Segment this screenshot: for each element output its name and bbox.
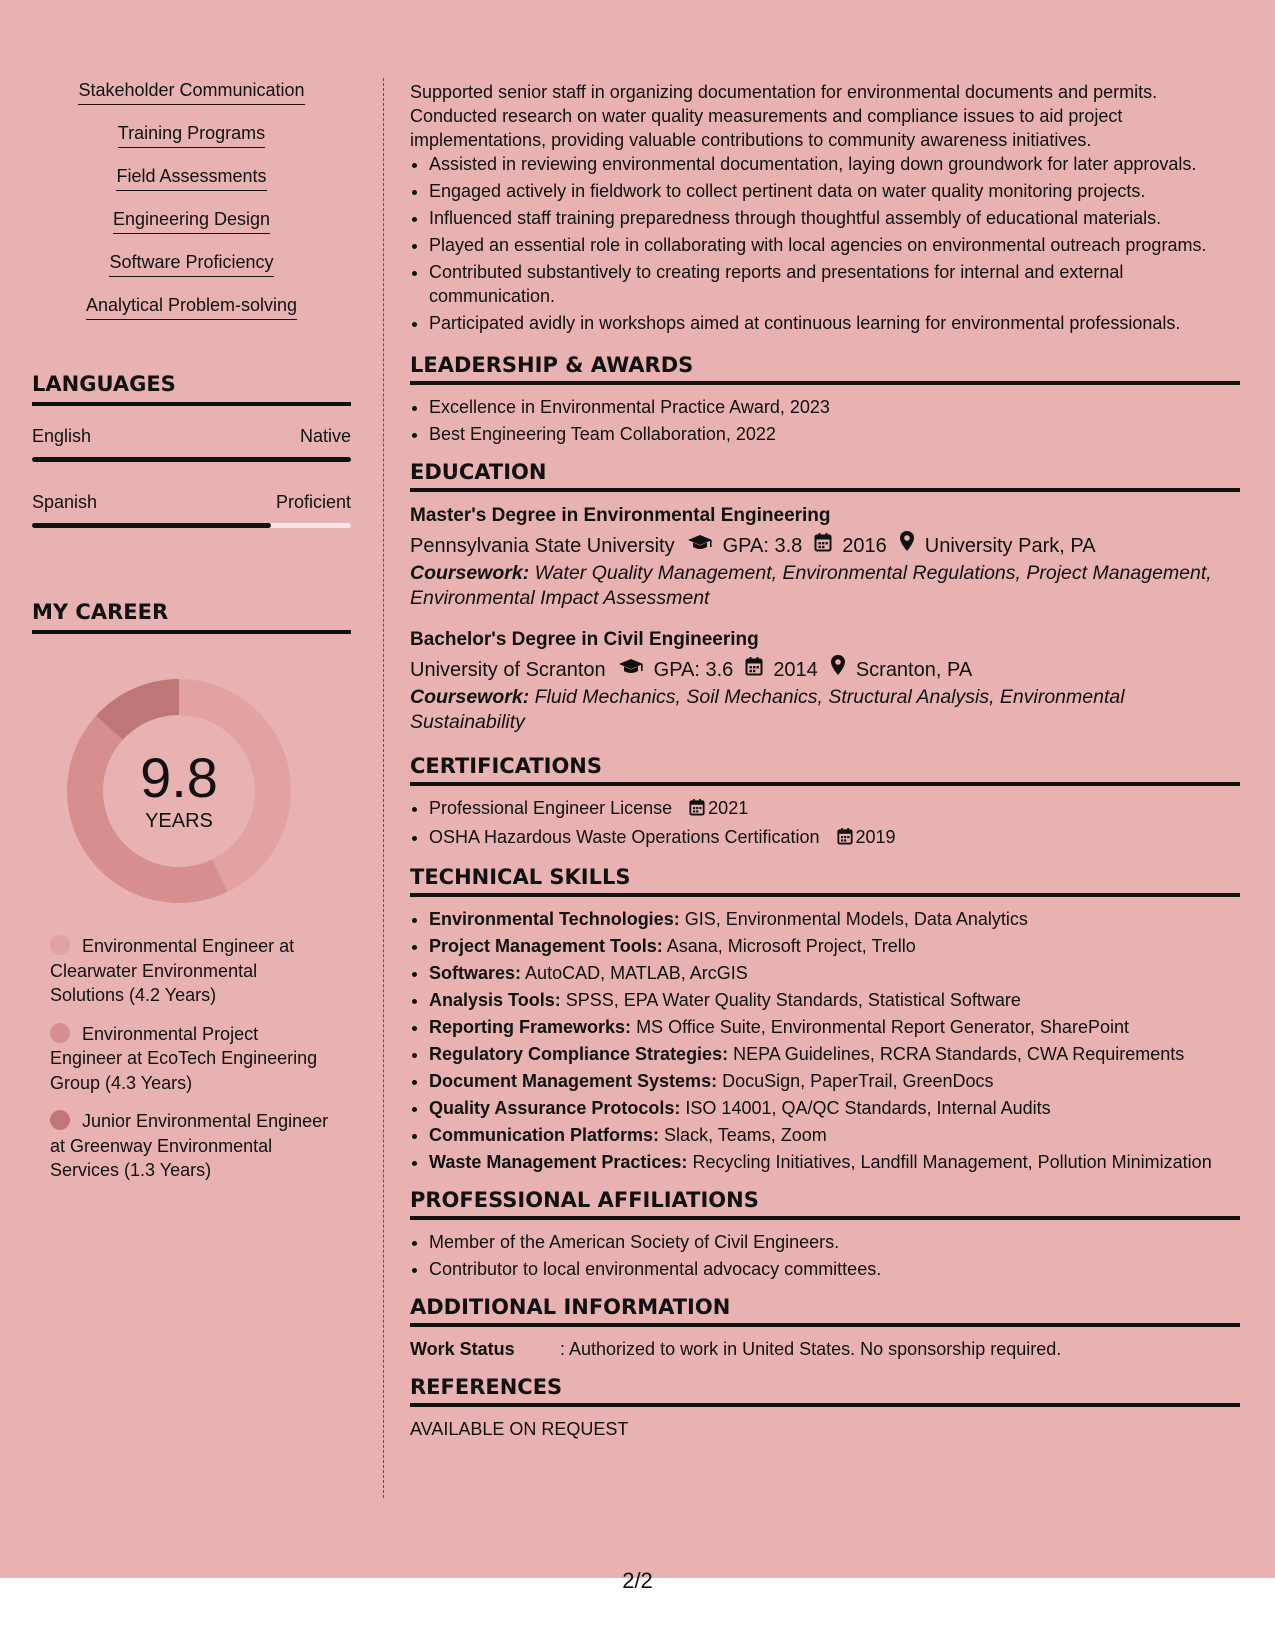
- skills-list: [32, 80, 351, 338]
- coursework: [410, 561, 1240, 610]
- skill-item: Engineering Design: [113, 209, 270, 234]
- education-heading: EDUCATION: [410, 460, 1240, 492]
- experience-bullet: • Influenced staff training preparedness through thoughtful assembly of educational materials.: [429, 206, 1240, 230]
- career-legend: [50, 934, 330, 1183]
- certification-name: OSHA Hazardous Waste Operations Certification: [429, 827, 820, 847]
- certification-year: 2019: [855, 827, 896, 847]
- location-pin-icon: [830, 654, 846, 685]
- coursework-list: Water Quality Management, Environmental Regulations, Project Management, Environmental Impact Assessment: [410, 562, 1212, 609]
- certifications-heading: CERTIFICATIONS: [410, 754, 1240, 786]
- left-column: [32, 80, 351, 1197]
- language-level: Native: [299, 426, 351, 446]
- technical-skill-item: [429, 1123, 1240, 1147]
- degree-title: Bachelor's Degree in Civil Engineering: [410, 629, 759, 650]
- technical-skill-label: Project Management Tools:: [429, 936, 663, 956]
- technical-skill-value: Slack, Teams, Zoom: [664, 1125, 827, 1145]
- affiliation-item: • Contributor to local environmental advocacy committees.: [429, 1257, 1240, 1281]
- affiliations-list: [410, 1230, 1240, 1281]
- references-heading: REFERENCES: [410, 1375, 1240, 1407]
- technical-skill-item: [429, 1150, 1240, 1174]
- school-name: University of Scranton: [410, 658, 606, 681]
- skill-item: Training Programs: [118, 123, 265, 148]
- coursework: [410, 685, 1240, 734]
- page-number: 2/2: [622, 1568, 653, 1593]
- experience-bullet: • Played an essential role in collaborating with local agencies on environmental outreach programs.: [429, 233, 1240, 257]
- technical-skill-label: Reporting Frameworks:: [429, 1017, 632, 1037]
- calendar-icon: [837, 827, 853, 851]
- career-heading: MY CAREER: [32, 600, 351, 634]
- school-name: Pennsylvania State University: [410, 534, 675, 557]
- degree-title: Master's Degree in Environmental Engineering: [410, 505, 831, 526]
- right-column: [410, 80, 1240, 1441]
- technical-skill-label: Regulatory Compliance Strategies:: [429, 1044, 729, 1064]
- language-proficiency-fill: [32, 523, 271, 528]
- calendar-icon: [814, 531, 832, 561]
- career-total: [66, 678, 292, 904]
- certification-item: [429, 796, 1240, 822]
- work-status: [410, 1337, 1240, 1361]
- certification-item: [429, 825, 1240, 851]
- technical-skill-value: GIS, Environmental Models, Data Analytics: [684, 909, 1028, 929]
- technical-skill-item: [429, 988, 1240, 1012]
- legend-dot-icon: [50, 1110, 70, 1130]
- leadership-item: • Best Engineering Team Collaboration, 2022: [429, 422, 1240, 446]
- technical-skills-list: [410, 907, 1240, 1174]
- technical-skill-item: [429, 1069, 1240, 1093]
- career-legend-item: [50, 1022, 330, 1096]
- technical-skill-item: [429, 1015, 1240, 1039]
- column-divider: [383, 78, 384, 1498]
- experience-bullets: [410, 152, 1240, 335]
- technical-skill-value: AutoCAD, MATLAB, ArcGIS: [525, 963, 748, 983]
- language-proficiency-bar: [32, 457, 351, 462]
- technical-skill-item: [429, 1042, 1240, 1066]
- leadership-item: • Excellence in Environmental Practice Award, 2023: [429, 395, 1240, 419]
- language-item: [32, 426, 351, 462]
- technical-skill-label: Softwares:: [429, 963, 522, 983]
- references-value: AVAILABLE ON REQUEST: [410, 1419, 629, 1439]
- language-name: English: [32, 426, 92, 446]
- technical-skill-item: [429, 934, 1240, 958]
- certifications-list: [410, 796, 1240, 851]
- language-level: Proficient: [275, 492, 351, 512]
- experience-bullet: • Engaged actively in fieldwork to collect pertinent data on water quality monitoring projects.: [429, 179, 1240, 203]
- leadership-list: [410, 395, 1240, 446]
- coursework-label: Coursework:: [410, 686, 530, 708]
- technical-skill-item: [429, 961, 1240, 985]
- technical-skill-value: NEPA Guidelines, RCRA Standards, CWA Requirements: [733, 1044, 1185, 1064]
- technical-skill-value: DocuSign, PaperTrail, GreenDocs: [722, 1071, 994, 1091]
- language-item: [32, 492, 351, 528]
- work-status-label: Work Status: [410, 1339, 515, 1359]
- additional-info-heading: ADDITIONAL INFORMATION: [410, 1295, 1240, 1327]
- calendar-icon: [745, 655, 763, 685]
- education-entry: [410, 502, 1240, 610]
- technical-skill-value: Recycling Initiatives, Landfill Management, Pollution Minimization: [692, 1152, 1212, 1172]
- certification-year: 2021: [708, 798, 749, 818]
- technical-skill-item: [429, 1096, 1240, 1120]
- school-location: Scranton, PA: [855, 658, 973, 681]
- language-proficiency-bar: [32, 523, 351, 528]
- languages-heading: LANGUAGES: [32, 372, 351, 406]
- gpa: GPA: 3.6: [653, 658, 734, 681]
- career-legend-label: Junior Environmental Engineer at Greenway Environmental Services (1.3 Years): [50, 1111, 329, 1180]
- technical-skill-value: SPSS, EPA Water Quality Standards, Statistical Software: [565, 990, 1021, 1010]
- skill-item: Software Proficiency: [109, 252, 273, 277]
- technical-skill-label: Quality Assurance Protocols:: [429, 1098, 681, 1118]
- technical-skill-value: ISO 14001, QA/QC Standards, Internal Audits: [685, 1098, 1051, 1118]
- technical-skill-label: Waste Management Practices:: [429, 1152, 688, 1172]
- career-legend-item: [50, 1109, 330, 1183]
- leadership-heading: LEADERSHIP & AWARDS: [410, 353, 1240, 385]
- skill-item: Field Assessments: [116, 166, 266, 191]
- career-total-value: 9.8: [140, 745, 218, 809]
- affiliation-item: • Member of the American Society of Civil Engineers.: [429, 1230, 1240, 1254]
- technical-skill-item: [429, 907, 1240, 931]
- career-total-unit: YEARS: [145, 809, 213, 832]
- technical-skill-label: Communication Platforms:: [429, 1125, 660, 1145]
- graduation-cap-icon: [618, 655, 644, 685]
- experience-summary: Supported senior staff in organizing documentation for environmental documents and permits. Conducted research on water quality measurements and compliance issues to aid project implementations, providing valuable contributions to community awareness initiatives.: [410, 82, 1158, 150]
- affiliations-heading: PROFESSIONAL AFFILIATIONS: [410, 1188, 1240, 1220]
- technical-skill-label: Document Management Systems:: [429, 1071, 718, 1091]
- career-legend-item: [50, 934, 330, 1008]
- technical-skill-label: Analysis Tools:: [429, 990, 561, 1010]
- coursework-list: Fluid Mechanics, Soil Mechanics, Structural Analysis, Environmental Sustainability: [410, 686, 1125, 733]
- experience-bullet: • Participated avidly in workshops aimed at continuous learning for environmental professionals.: [429, 311, 1240, 335]
- career-legend-label: Environmental Engineer at Clearwater Environmental Solutions (4.2 Years): [50, 936, 295, 1005]
- skill-item: Analytical Problem-solving: [86, 295, 297, 320]
- gpa: GPA: 3.8: [722, 534, 803, 557]
- technical-skill-value: MS Office Suite, Environmental Report Generator, SharePoint: [636, 1017, 1129, 1037]
- technical-skill-label: Environmental Technologies:: [429, 909, 680, 929]
- experience-bullet: • Contributed substantively to creating reports and presentations for internal and external communication.: [429, 260, 1240, 308]
- school-location: University Park, PA: [924, 534, 1096, 557]
- legend-dot-icon: [50, 1023, 70, 1043]
- career-donut-chart: [66, 678, 292, 904]
- work-status-value: : Authorized to work in United States. No sponsorship required.: [560, 1339, 1062, 1359]
- technical-skill-value: Asana, Microsoft Project, Trello: [666, 936, 916, 956]
- education-entry: [410, 626, 1240, 734]
- language-name: Spanish: [32, 492, 98, 512]
- certification-name: Professional Engineer License: [429, 798, 673, 818]
- graduation-cap-icon: [687, 531, 713, 561]
- graduation-year: 2016: [842, 534, 887, 557]
- coursework-label: Coursework:: [410, 562, 530, 584]
- technical-skills-heading: TECHNICAL SKILLS: [410, 865, 1240, 897]
- experience-bullet: • Assisted in reviewing environmental documentation, laying down groundwork for later approvals.: [429, 152, 1240, 176]
- legend-dot-icon: [50, 935, 70, 955]
- language-proficiency-fill: [32, 457, 351, 462]
- career-legend-label: Environmental Project Engineer at EcoTech Engineering Group (4.3 Years): [50, 1023, 318, 1093]
- location-pin-icon: [899, 530, 915, 561]
- skill-item: Stakeholder Communication: [78, 80, 304, 105]
- graduation-year: 2014: [773, 658, 818, 681]
- calendar-icon: [689, 798, 705, 822]
